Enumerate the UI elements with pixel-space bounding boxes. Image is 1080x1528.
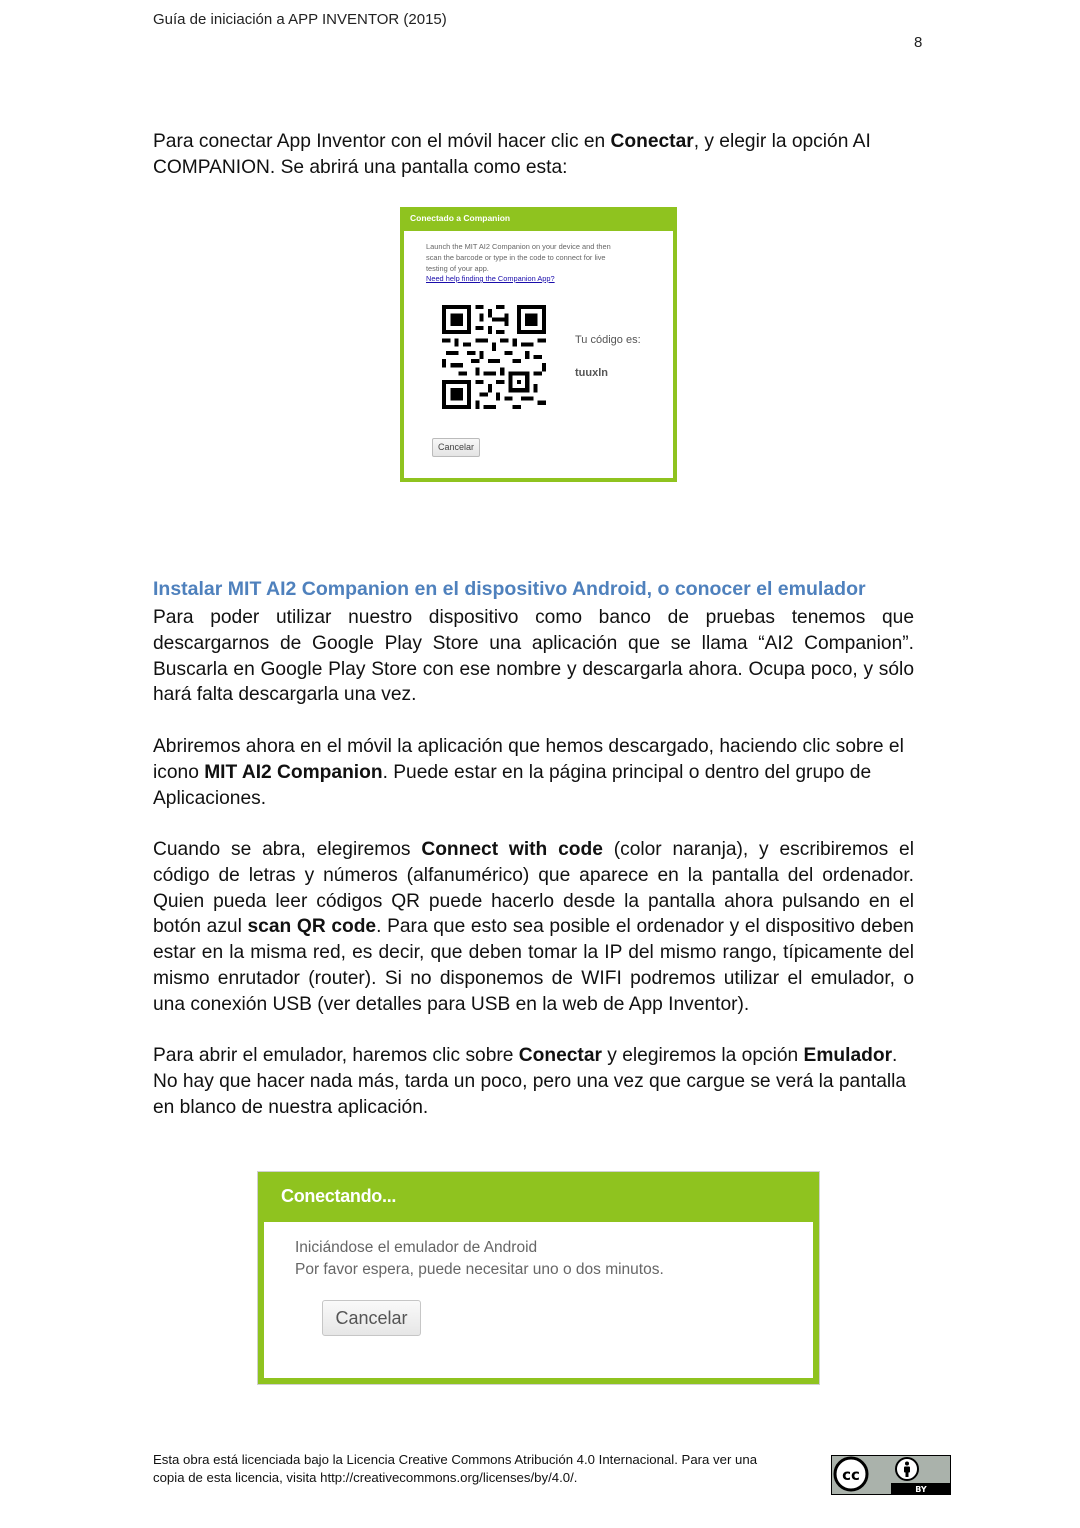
companion-cancel-button[interactable]: Cancelar [432,438,480,457]
companion-dialog-title: Conectado a Companion [410,213,511,223]
companion-instructions: Launch the MIT AI2 Companion on your device and then scan the barcode or type in the code to connect for live testing of your app. [426,242,611,273]
companion-dialog [400,207,677,482]
page-number: 8 [914,34,923,51]
cc-logo-icon [835,1458,867,1490]
emulator-paragraph: Para abrir el emulador, haremos clic sobre Conectar y elegiremos la opción Emulador. No hay que hacer nada más, tarda un poco, pero una vez que cargue se verá la pantalla en blanco de nuestra aplicación. [153,1045,907,1118]
qr-code-icon [442,305,546,409]
creative-commons-by-badge [831,1455,951,1495]
intro-paragraph: Para conectar App Inventor con el móvil hacer clic en Conectar, y elegir la opción AI COMPANION. Se abrirá una pantalla como esta: [153,131,871,178]
emulator-cancel-button[interactable]: Cancelar [322,1300,421,1336]
emulator-dialog-title: Conectando... [281,1186,397,1206]
emulator-status-line2: Por favor espera, puede necesitar uno o dos minutos. [295,1261,664,1278]
document-header-title: Guía de iniciación a APP INVENTOR (2015) [153,11,447,28]
emulator-status-text [295,1237,664,1281]
emulator-dialog-body [264,1222,813,1378]
license-text: Esta obra está licenciada bajo la Licencia Creative Commons Atribución 4.0 Internacional. Para ver una copia de esta licencia, visita http://creativecommons.org/licenses/by/4.0/. [153,1452,758,1485]
install-paragraph: Para poder utilizar nuestro dispositivo como banco de pruebas tenemos que descargarnos de Google Play Store una aplicación que se llama “AI2 Companion”. Buscarla en Google Play Store con ese nombre y descargarla ahora. Ocupa poco, y sólo hará falta descargarla una vez. [153,607,914,706]
badge-by-text: BY [915,1485,927,1494]
section-heading: Instalar MIT AI2 Companion en el dispositivo Android, o conocer el emulador [153,578,866,600]
connect-code-paragraph: Cuando se abra, elegiremos Connect with code (color naranja), y escribiremos el código de letras y números (alfanumérico) que aparece en la pantalla del ordenador. Quien pueda leer códigos QR puede hacerlo desde la pantalla ahora pulsando en el botón azul scan QR code. Para que esto sea posible el ordenador y el dispositivo deben estar en la misma red, es decir, que deben tomar la IP del mismo rango, típicamente del mismo enrutador (router). Si no disponemos de WIFI podremos utilizar el emulador, o una conexión USB (ver detalles para USB en la web de App Inventor). [153,839,914,1015]
companion-help-link[interactable]: Need help finding the Companion App? [426,274,555,283]
emulator-status-line1: Iniciándose el emulador de Android [295,1239,538,1256]
code-value: tuuxln [575,367,608,379]
companion-dialog-body [404,231,673,478]
attribution-person-icon [896,1458,918,1480]
code-label: Tu código es: [575,334,641,346]
open-app-paragraph: Abriremos ahora en el móvil la aplicación que hemos descargado, haciendo clic sobre el icono MIT AI2 Companion. Puede estar en la página principal o dentro del grupo de Aplicaciones. [153,736,904,809]
conectar-bold: Conectar [610,131,694,152]
emulator-dialog [258,1172,819,1384]
svg-text:cc: cc [842,1466,860,1484]
